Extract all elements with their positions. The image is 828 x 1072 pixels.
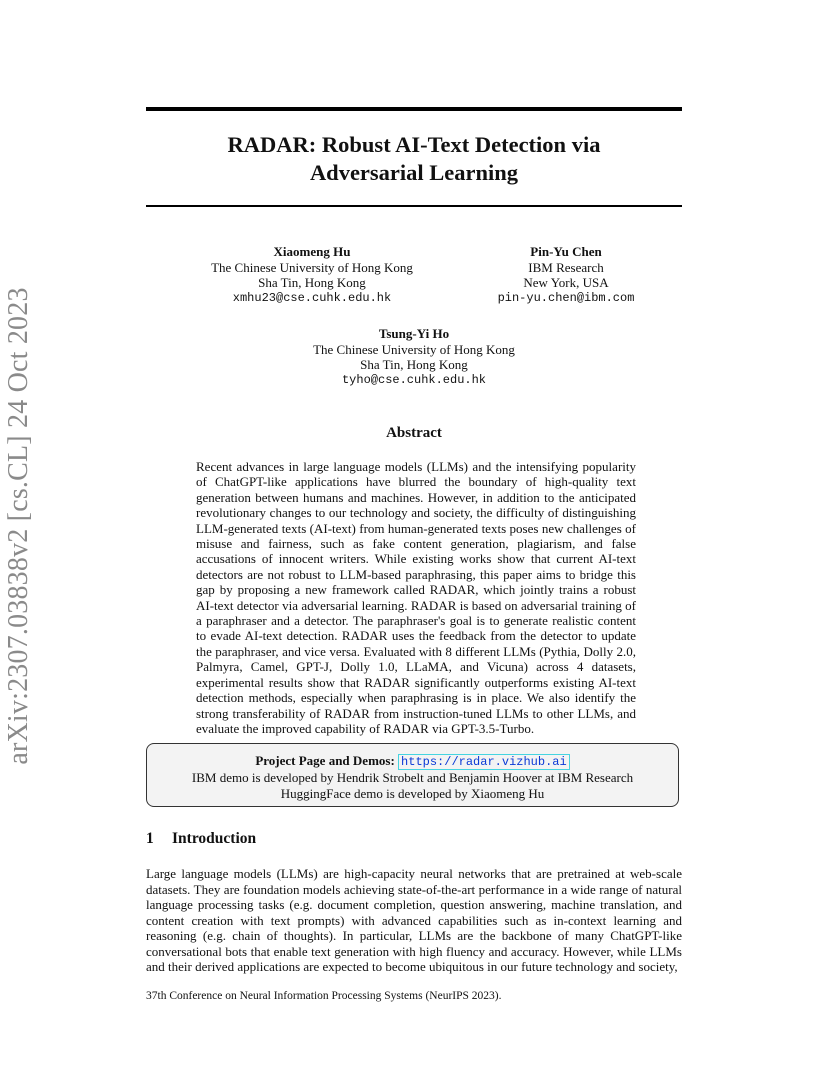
author-location: Sha Tin, Hong Kong	[360, 357, 468, 372]
author-name: Pin-Yu Chen	[530, 244, 602, 259]
author-affiliation: The Chinese University of Hong Kong	[313, 341, 515, 357]
introduction-paragraph: Large language models (LLMs) are high-capacity neural networks that are pretrained at web-scale datasets. They are foundation models achieving state-of-the-art performance in a wide range of natural language processing tasks (e.g. document completion, question answering, machine translation, and content creation with text prompts) with advanced capabilities such as in-context learning and reasoning (e.g. chain of thoughts). In particular, LLMs are the backbone of many ChatGPT-like conversational bots that enable text generation with high fluency and accuracy. However, while LLMs and their derived applications are expected to become ubiquitous in our future technology and society,	[146, 866, 682, 974]
section-title: Introduction	[172, 830, 257, 847]
author-email[interactable]: tyho@cse.cuhk.edu.hk	[341, 372, 487, 387]
author-email[interactable]: xmhu23@cse.cuhk.edu.hk	[232, 290, 392, 305]
paper-title	[146, 131, 682, 187]
abstract-text: Recent advances in large language models (LLMs) and the intensifying popularity of ChatGPT-like applications have blurred the boundary of high-quality text generation between humans and machines. However, in addition to the anticipated revolutionary changes to our technology and society, the difficulty of distinguishing LLM-generated texts (AI-text) from human-generated texts poses new challenges of misuse and fairness, such as fake content generation, plagiarism, and false accusations of innocent writers. While existing works show that current AI-text detectors are not robust to LLM-based paraphrasing, this paper aims to bridge this gap by proposing a new framework called RADAR, which jointly trains a robust AI-text detector via adversarial learning. RADAR is based on adversarial training of a paraphraser and a detector. The paraphraser's goal is to generate realistic content to evade AI-text detection. RADAR uses the feedback from the detector to update the paraphraser, and vice versa. Evaluated with 8 different LLMs (Pythia, Dolly 2.0, Palmyra, Camel, GPT-J, Dolly 1.0, LLaMA, and Vicuna) across 4 datasets, experimental results show that RADAR significantly outperforms existing AI-text detection methods, especially when paraphrasing is in place. We also identify the strong transferability of RADAR from instruction-tuned LLMs to other LLMs, and evaluate the improved capability of RADAR via GPT-3.5-Turbo.	[196, 459, 636, 736]
author-email[interactable]: pin-yu.chen@ibm.com	[497, 290, 635, 305]
project-demo-box	[146, 743, 679, 807]
title-line-2: Adversarial Learning	[309, 160, 519, 185]
title-top-rule	[146, 107, 682, 111]
author-block-3	[292, 326, 536, 388]
author-block-1	[192, 244, 432, 306]
huggingface-demo-credit: HuggingFace demo is developed by Xiaomeng Hu	[280, 786, 545, 801]
author-location: New York, USA	[523, 275, 609, 290]
project-page-link[interactable]: https://radar.vizhub.ai	[398, 754, 570, 770]
section-number: 1	[146, 830, 154, 847]
title-bottom-rule	[146, 205, 682, 207]
project-page-line	[147, 753, 678, 770]
arxiv-id-text: arXiv:2307.03838v2 [cs.CL] 24 Oct 2023	[3, 287, 34, 765]
author-location: Sha Tin, Hong Kong	[258, 275, 366, 290]
author-name: Tsung-Yi Ho	[378, 326, 450, 341]
author-block-2	[451, 244, 681, 306]
title-line-1: RADAR: Robust AI-Text Detection via	[227, 132, 601, 157]
project-page-label: Project Page and Demos:	[255, 753, 395, 768]
conference-footer: 37th Conference on Neural Information Processing Systems (NeurIPS 2023).	[146, 990, 502, 1002]
ibm-demo-credit: IBM demo is developed by Hendrik Strobelt and Benjamin Hoover at IBM Research	[191, 770, 634, 785]
section-heading	[146, 830, 256, 848]
author-name: Xiaomeng Hu	[273, 244, 351, 259]
abstract-heading: Abstract	[386, 425, 442, 441]
author-affiliation: IBM Research	[528, 259, 604, 275]
author-affiliation: The Chinese University of Hong Kong	[211, 259, 413, 275]
